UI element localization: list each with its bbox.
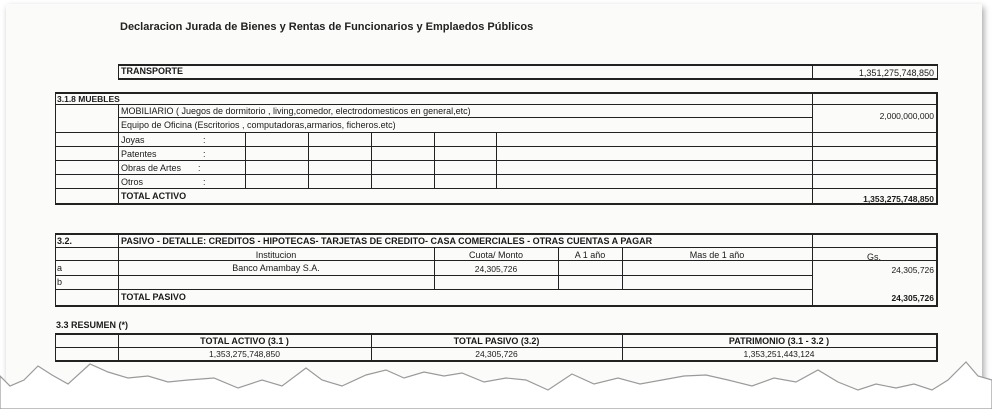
row-letter: b — [57, 277, 63, 287]
rule — [118, 64, 119, 78]
header-total-activo: TOTAL ACTIVO (3.1 ) — [200, 336, 289, 346]
total-pasivo-label: TOTAL PASIVO — [121, 292, 186, 302]
equipo-oficina-label: Equipo de Oficina (Escritorios , computadoras,armarios, ficheros.etc) — [121, 120, 396, 130]
section-label: 3.2. — [57, 236, 73, 246]
col-institucion: Institucion — [255, 250, 297, 260]
rule — [55, 260, 938, 261]
torn-edge — [0, 340, 992, 409]
otros-colon: : — [203, 177, 206, 187]
joyas-colon: : — [203, 135, 206, 145]
otros-label: Otros — [121, 177, 144, 187]
joyas-label: Joyas — [121, 135, 145, 145]
rule — [118, 104, 119, 203]
transporte-value: 1,351,275,748,850 — [858, 68, 934, 78]
total-activo-value: 1,353,275,748,850 — [863, 194, 934, 204]
mobiliario-label: MOBILIARIO ( Juegos de dormitorio , living,comedor, electrodomesticos en general,etc) — [121, 106, 471, 116]
rule — [936, 92, 938, 203]
col-gs: Gs. — [866, 252, 881, 262]
section-label: 3.3 RESUMEN (*) — [56, 320, 129, 330]
row-letter: a — [57, 263, 63, 273]
value-total-pasivo: 24,305,726 — [475, 349, 518, 359]
total-activo-label: TOTAL ACTIVO — [121, 191, 187, 201]
rule — [55, 333, 938, 335]
rule — [812, 92, 813, 203]
header-patrimonio: PATRIMONIO (3.1 - 3.2 ) — [728, 336, 830, 346]
pasivo-heading: PASIVO - DETALLE: CREDITOS - HIPOTECAS- TARJETAS DE CREDITO- CASA COMERCIALES - OTRAS CUENTAS A PAGAR — [121, 236, 653, 246]
value-total-activo: 1,353,275,748,850 — [209, 349, 280, 359]
obras-de-artes-colon: : — [198, 163, 201, 173]
obras-de-artes-label: Obras de Artes — [121, 163, 182, 173]
rule — [937, 64, 938, 78]
rule — [55, 92, 938, 94]
mobiliario-value: 2,000,000,000 — [879, 111, 934, 121]
rule — [55, 203, 938, 205]
col-cuota-monto: Cuota/ Monto — [468, 250, 524, 260]
transporte-label: TRANSPORTE — [121, 66, 184, 76]
rule — [245, 132, 246, 188]
col-mas-de-1-ano: Mas de 1 año — [689, 250, 745, 260]
rule — [118, 78, 938, 80]
rule — [308, 132, 309, 188]
row-institucion: Banco Amambay S.A. — [232, 263, 320, 273]
row-gs: 24,305,726 — [891, 265, 934, 275]
document-title: Declaracion Jurada de Bienes y Rentas de Funcionarios y Emplaedos Públicos — [120, 21, 534, 33]
header-total-pasivo: TOTAL PASIVO (3.2) — [453, 336, 540, 346]
section-label: 3.1.8 MUEBLES — [57, 94, 120, 104]
rule — [118, 117, 812, 118]
total-pasivo-value: 24,305,726 — [891, 293, 934, 303]
rule — [55, 92, 56, 203]
rule — [55, 188, 938, 189]
rule — [55, 233, 56, 305]
rule — [434, 132, 435, 188]
patentes-label: Patentes — [121, 149, 157, 159]
col-a-1-ano: A 1 año — [574, 250, 606, 260]
patentes-colon: : — [203, 149, 206, 159]
rule — [55, 305, 938, 307]
rule — [812, 64, 813, 78]
rule — [118, 64, 938, 66]
rule — [55, 247, 938, 248]
rule — [371, 132, 372, 188]
rule — [936, 233, 938, 305]
rule — [496, 132, 497, 188]
row-cuota: 24,305,726 — [474, 264, 518, 274]
rule — [55, 104, 938, 105]
rule — [55, 289, 812, 290]
value-patrimonio: 1,353,251,443,124 — [743, 349, 815, 359]
rule — [812, 233, 813, 305]
rule — [55, 233, 938, 235]
